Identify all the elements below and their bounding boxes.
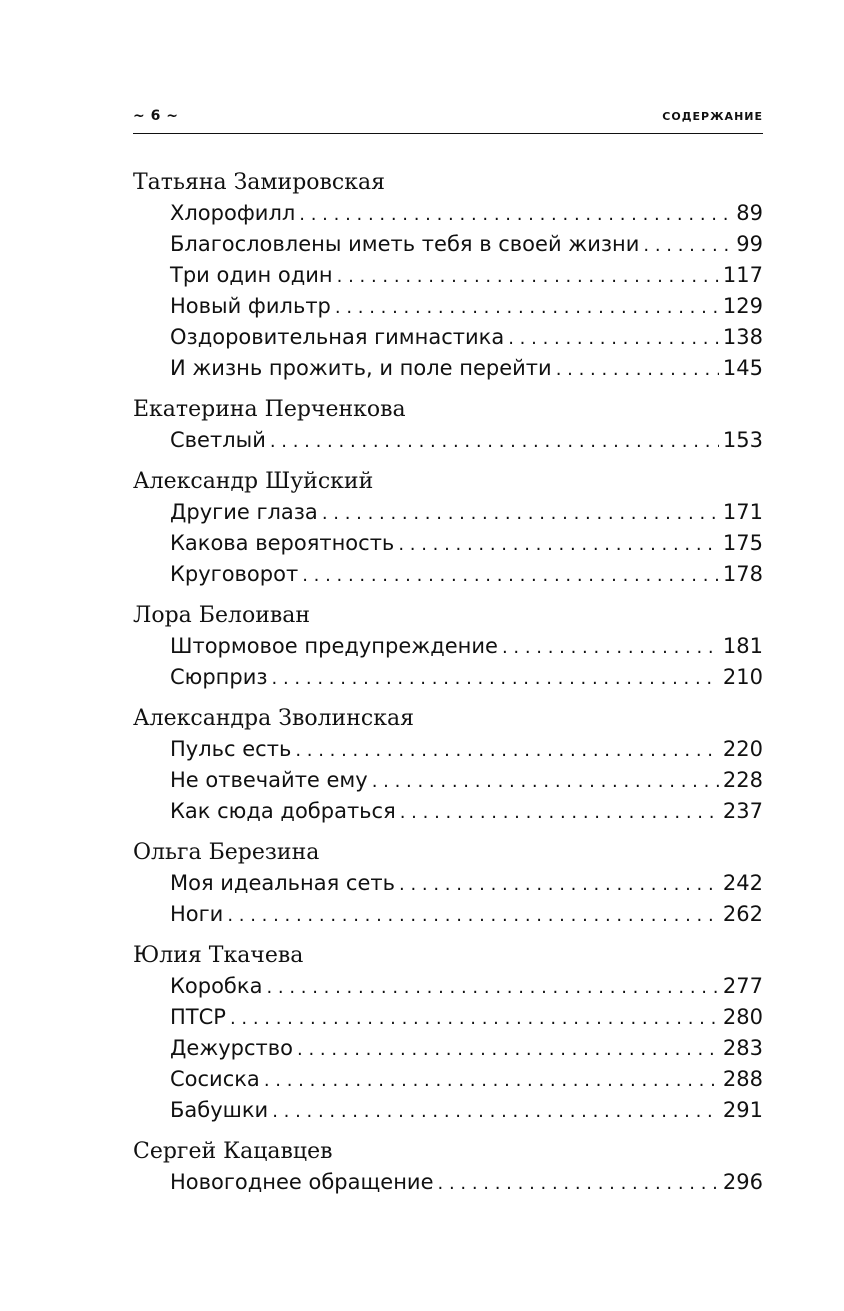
author-block	[133, 600, 763, 693]
toc-entry	[133, 662, 763, 693]
toc-entry	[133, 198, 763, 229]
entry-page-number: 181	[722, 634, 763, 658]
author-block	[133, 1136, 763, 1198]
page-number: ~ 6 ~	[133, 108, 179, 124]
entry-page-number: 117	[722, 263, 763, 287]
entry-page-number: 129	[722, 294, 763, 318]
entry-title: Другие глаза	[170, 500, 318, 524]
dot-leader	[266, 972, 718, 1003]
entry-page-number: 220	[722, 737, 763, 761]
toc-entry	[133, 528, 763, 559]
entry-page-number: 277	[722, 974, 763, 998]
dot-leader	[264, 1065, 719, 1096]
author-block	[133, 466, 763, 590]
entry-title: Ноги	[170, 902, 224, 926]
entry-title: Как сюда добраться	[170, 799, 396, 823]
author-block	[133, 940, 763, 1126]
entry-title: Коробка	[170, 974, 263, 998]
entry-title: Благословлены иметь тебя в своей жизни	[170, 232, 640, 256]
author-name: Екатерина Перченкова	[133, 397, 406, 422]
dot-leader	[230, 1003, 719, 1034]
entry-page-number: 237	[722, 799, 763, 823]
entry-title: Дежурство	[170, 1036, 294, 1060]
author-name: Ольга Березина	[133, 840, 320, 865]
author-name: Сергей Кацавцев	[133, 1139, 333, 1164]
entry-page-number: 175	[722, 531, 763, 555]
author-block	[133, 703, 763, 827]
toc-entry	[133, 1095, 763, 1126]
entry-page-number: 291	[722, 1098, 763, 1122]
entry-page-number: 99	[736, 232, 763, 256]
dot-leader	[295, 735, 719, 766]
author-block	[133, 167, 763, 384]
toc-entry	[133, 899, 763, 930]
toc-entry	[133, 353, 763, 384]
entry-title: Хлорофилл	[170, 201, 296, 225]
toc-entry	[133, 291, 763, 322]
entry-page-number: 280	[722, 1005, 763, 1029]
running-header	[133, 108, 763, 130]
toc-entry	[133, 734, 763, 765]
dot-leader	[399, 869, 719, 900]
toc-entry	[133, 631, 763, 662]
dot-leader	[272, 1096, 719, 1127]
toc-entry	[133, 1064, 763, 1095]
toc-entry	[133, 1033, 763, 1064]
toc-entry	[133, 229, 763, 260]
entry-title: Светлый	[170, 428, 266, 452]
toc-entry	[133, 425, 763, 456]
entry-page-number: 288	[722, 1067, 763, 1091]
dot-leader	[302, 560, 719, 591]
toc-entry	[133, 971, 763, 1002]
author-name: Татьяна Замировская	[133, 170, 385, 195]
author-name: Александра Зволинская	[133, 706, 414, 731]
entry-page-number: 262	[722, 902, 763, 926]
entry-title: И жизнь прожить, и поле перейти	[170, 356, 552, 380]
dot-leader	[297, 1034, 719, 1065]
dot-leader	[508, 323, 719, 354]
entry-page-number: 145	[722, 356, 763, 380]
dot-leader	[438, 1168, 719, 1199]
entry-page-number: 171	[722, 500, 763, 524]
entry-title: ПТСР	[170, 1005, 226, 1029]
toc-entry	[133, 765, 763, 796]
entry-title: Новогоднее обращение	[170, 1170, 434, 1194]
toc-entry	[133, 497, 763, 528]
entry-title: Сосиска	[170, 1067, 260, 1091]
entry-title: Какова вероятность	[170, 531, 395, 555]
entry-title: Круговорот	[170, 562, 299, 586]
entry-page-number: 296	[722, 1170, 763, 1194]
dot-leader	[227, 900, 719, 931]
entry-title: Пульс есть	[170, 737, 292, 761]
entry-page-number: 89	[736, 201, 763, 225]
entry-title: Моя идеальная сеть	[170, 871, 396, 895]
author-block	[133, 837, 763, 930]
toc-entry	[133, 1002, 763, 1033]
author-name: Лора Белоиван	[133, 603, 311, 628]
header-rule	[133, 133, 763, 134]
dot-leader	[398, 529, 719, 560]
entry-page-number: 210	[722, 665, 763, 689]
entry-page-number: 153	[722, 428, 763, 452]
dot-leader	[272, 663, 719, 694]
dot-leader	[502, 632, 719, 663]
toc-entry	[133, 868, 763, 899]
author-block	[133, 394, 763, 456]
dot-leader	[322, 498, 719, 529]
section-title: СОДЕРЖАНИЕ	[662, 110, 763, 123]
dot-leader	[556, 354, 719, 385]
entry-title: Три один один	[170, 263, 333, 287]
entry-page-number: 138	[722, 325, 763, 349]
entry-title: Новый фильтр	[170, 294, 331, 318]
toc-entry	[133, 796, 763, 827]
dot-leader	[643, 230, 732, 261]
dot-leader	[335, 292, 719, 323]
toc-entry	[133, 322, 763, 353]
table-of-contents	[133, 167, 763, 1208]
entry-title: Сюрприз	[170, 665, 268, 689]
author-name: Юлия Ткачева	[133, 943, 304, 968]
toc-entry	[133, 260, 763, 291]
dot-leader	[400, 797, 719, 828]
dot-leader	[270, 426, 719, 457]
toc-entry	[133, 1167, 763, 1198]
dot-leader	[372, 766, 719, 797]
entry-title: Бабушки	[170, 1098, 269, 1122]
entry-title: Оздоровительная гимнастика	[170, 325, 505, 349]
author-name: Александр Шуйский	[133, 469, 374, 494]
entry-title: Штормовое предупреждение	[170, 634, 498, 658]
toc-entry	[133, 559, 763, 590]
dot-leader	[299, 199, 732, 230]
entry-page-number: 242	[722, 871, 763, 895]
entry-page-number: 178	[722, 562, 763, 586]
entry-page-number: 283	[722, 1036, 763, 1060]
entry-title: Не отвечайте ему	[170, 768, 368, 792]
entry-page-number: 228	[722, 768, 763, 792]
dot-leader	[337, 261, 719, 292]
